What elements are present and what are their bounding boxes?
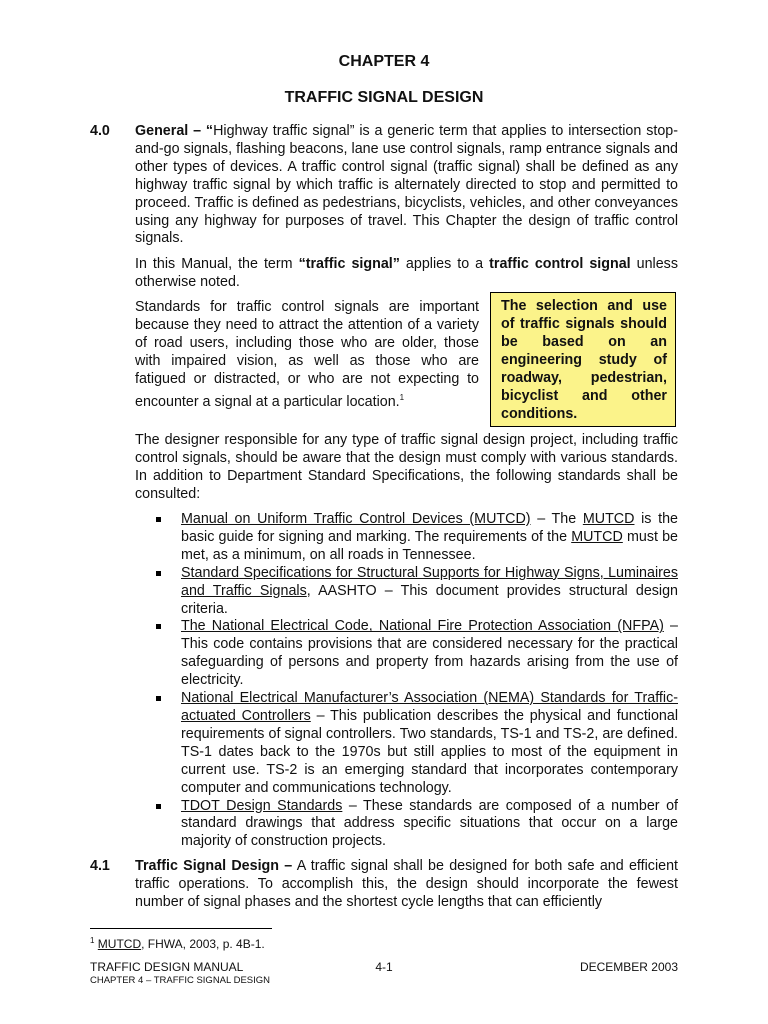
- bullet-icon: [156, 624, 161, 629]
- section-4-1-text: A traffic signal shall be designed for both safe and efficient traffic operations. To accomplish this, the design should incorporate the fewest number of signal phases and the shortest cycle lengths that can efficiently: [135, 858, 678, 910]
- list-item-text: is the basic guide for signing and marking. The requirements of the: [181, 511, 678, 545]
- chapter-title: TRAFFIC SIGNAL DESIGN: [284, 89, 484, 106]
- chapter-label: CHAPTER 4: [338, 53, 430, 70]
- section-4-0-heading: General – “: [135, 123, 214, 139]
- list-item-text: – The: [530, 511, 583, 527]
- section-number-4-1: 4.1: [90, 858, 110, 874]
- list-item: [135, 511, 678, 565]
- list-item-text: – This publication describes the physical and functional requirements of signal controllers. Two standards, TS-1 and TS-2, are defined. TS-1 dates back to the 1970s but still applies to most of the equipment in current use. TS-2 is an emerging standard that incorporates contemporary computer and communications technology.: [181, 707, 678, 796]
- footnote-divider: [90, 928, 272, 929]
- tdot-standards-link[interactable]: TDOT Design Standards: [181, 797, 343, 814]
- footer-chapter: CHAPTER 4 – TRAFFIC SIGNAL DESIGN: [90, 975, 271, 986]
- manual-term-after: unless otherwise noted.: [135, 256, 678, 290]
- standards-text: Standards for traffic control signals are important because they need to attract the attention of a variety of road users, including those who are older, those with impaired vision, as well as those who are fatigued or distracted, or who are not expecting to encounter a signal at a particular location.: [135, 299, 479, 410]
- list-item: [135, 565, 678, 619]
- standards-paragraph: [135, 299, 479, 411]
- list-item-text: must be met, as a minimum, on all roads in Tennessee.: [181, 528, 679, 563]
- page-number: 4-1: [375, 960, 393, 974]
- list-item-text: , AASHTO – This document provides structural design criteria.: [181, 582, 679, 617]
- manual-term-paragraph: [135, 256, 678, 292]
- list-item: [135, 690, 678, 797]
- section-4-1-heading: Traffic Signal Design –: [135, 858, 293, 874]
- footnote-mutcd-link[interactable]: MUTCD: [97, 937, 142, 951]
- aashto-spec-link[interactable]: Standard Specifications for Structural Supports for Highway Signs, Luminaires and Traffic Signals: [181, 564, 678, 599]
- list-item-text: – These standards are composed of a number of standard drawings that address specific situations that occur on a large majority of construction projects.: [181, 797, 678, 850]
- footnote-number: 1: [90, 936, 95, 945]
- manual-term-before: In this Manual, the term: [135, 256, 299, 272]
- mutcd-link[interactable]: MUTCD: [582, 511, 635, 527]
- list-item: [135, 798, 678, 852]
- section-4-0-paragraph: [135, 123, 678, 248]
- bullet-icon: [156, 696, 161, 701]
- bullet-icon: [156, 804, 161, 809]
- bullet-icon: [156, 571, 161, 576]
- section-4-0-text: Highway traffic signal” is a generic term that applies to intersection stop-and-go signals, flashing beacons, lane use control signals, ramp entrance signals and other types of devices. A traffic control signal (traffic signal) shall be defined as any highway traffic signal by which traffic is alternately directed to stop and permitted to proceed. Traffic is defined as pedestrians, bicyclists, vehicles, and other conveyances using any highway for purposes of travel. This Chapter the design of traffic control signals.: [135, 123, 678, 247]
- bullet-icon: [156, 517, 161, 522]
- section-4-1-paragraph: [135, 858, 678, 912]
- footnote-text: , FHWA, 2003, p. 4B-1.: [141, 937, 265, 951]
- nfpa-code-link[interactable]: The National Electrical Code, National Fire Protection Association (NFPA): [181, 618, 664, 635]
- footer-date: DECEMBER 2003: [579, 960, 678, 974]
- highlight-callout-box: The selection and use of traffic signals should be based on an engineering study of roadway, pedestrian, bicyclist and other conditions.: [490, 292, 676, 427]
- footnote-reference[interactable]: 1: [399, 392, 405, 402]
- list-item-text: – This code contains provisions that are considered necessary for the practical safeguarding of persons and property from hazards arising from the use of electricity.: [181, 618, 678, 689]
- designer-paragraph: The designer responsible for any type of traffic signal design project, including traffic control signals, should be aware that the design must comply with various standards. In addition to Department Standard Specifications, the following standards shall be consulted:: [135, 432, 678, 502]
- nema-standards-link[interactable]: National Electrical Manufacturer’s Association (NEMA) Standards for Traffic-actuated Controllers: [181, 690, 678, 724]
- manual-term-middle: applies to a: [399, 256, 490, 272]
- standards-list: [135, 511, 678, 851]
- footer-manual-name: TRAFFIC DESIGN MANUAL: [90, 960, 244, 974]
- section-number-4-0: 4.0: [90, 123, 110, 139]
- mutcd-link[interactable]: Manual on Uniform Traffic Control Devices (MUTCD): [181, 511, 531, 527]
- term-traffic-signal: “traffic signal”: [298, 256, 400, 272]
- footnote: [90, 933, 265, 952]
- mutcd-link[interactable]: MUTCD: [571, 528, 623, 545]
- list-item: [135, 618, 678, 690]
- term-traffic-control-signal: traffic control signal: [489, 256, 631, 272]
